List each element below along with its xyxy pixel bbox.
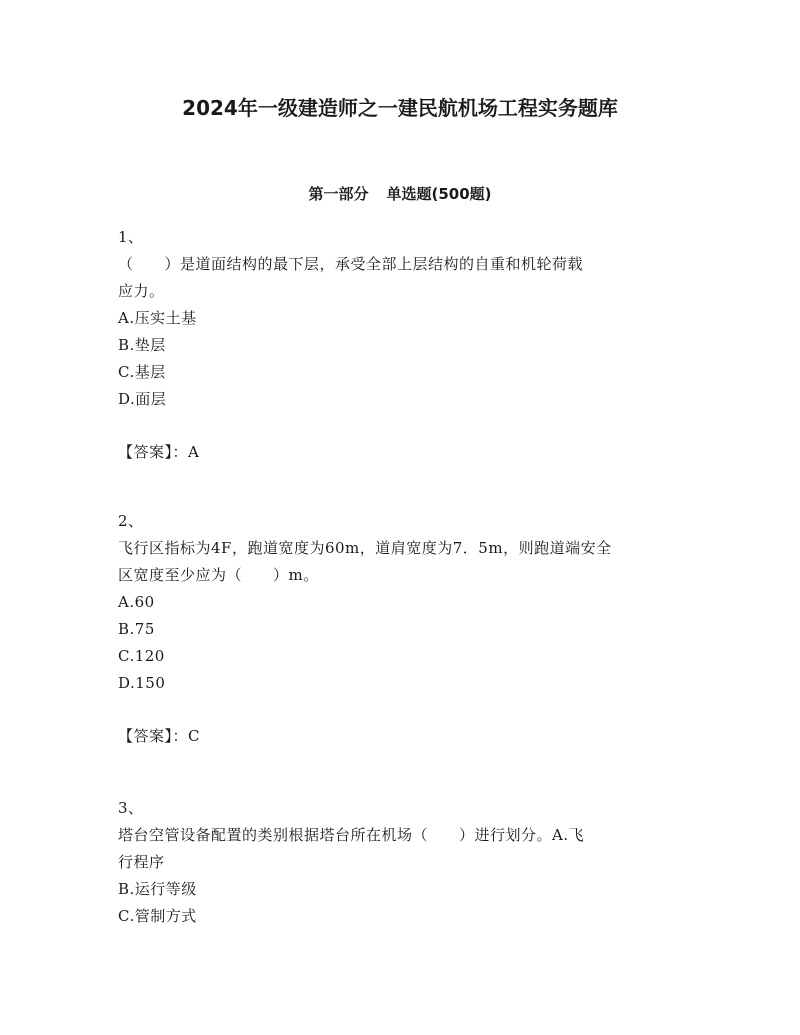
question-3	[118, 795, 688, 930]
section-heading	[0, 183, 800, 205]
question-stem-line: 应力。	[118, 282, 165, 300]
question-1	[118, 224, 688, 466]
section-heading-text: 单选题(500题)	[386, 185, 492, 203]
option-a: A.60	[118, 593, 155, 611]
question-stem-line: 塔台空管设备配置的类别根据塔台所在机场（ ）进行划分。A.飞	[118, 826, 585, 844]
option-c: C.120	[118, 647, 165, 665]
option-a: A.压实土基	[118, 309, 197, 327]
answer-line: 【答案】：C	[118, 727, 200, 745]
option-b: B.运行等级	[118, 880, 197, 898]
option-c: C.基层	[118, 363, 166, 381]
answer-line: 【答案】：A	[118, 443, 200, 461]
option-b: B.75	[118, 620, 155, 638]
question-stem-line: 飞行区指标为4F，跑道宽度为60m，道肩宽度为7．5m，则跑道端安全	[118, 539, 612, 557]
option-c: C.管制方式	[118, 907, 197, 925]
option-d: D.150	[118, 674, 166, 692]
option-b: B.垫层	[118, 336, 166, 354]
question-stem-line: （ ）是道面结构的最下层，承受全部上层结构的自重和机轮荷载	[118, 255, 584, 273]
document-title: 2024年一级建造师之一建民航机场工程实务题库	[182, 96, 618, 120]
question-number: 1、	[118, 228, 144, 246]
question-number: 2、	[118, 512, 144, 530]
section-part: 第一部分	[308, 185, 369, 203]
question-stem-line: 区宽度至少应为（ ）m。	[118, 566, 319, 584]
question-2	[118, 508, 688, 750]
option-d: D.面层	[118, 390, 167, 408]
question-stem-line: 行程序	[118, 853, 165, 871]
question-number: 3、	[118, 799, 144, 817]
